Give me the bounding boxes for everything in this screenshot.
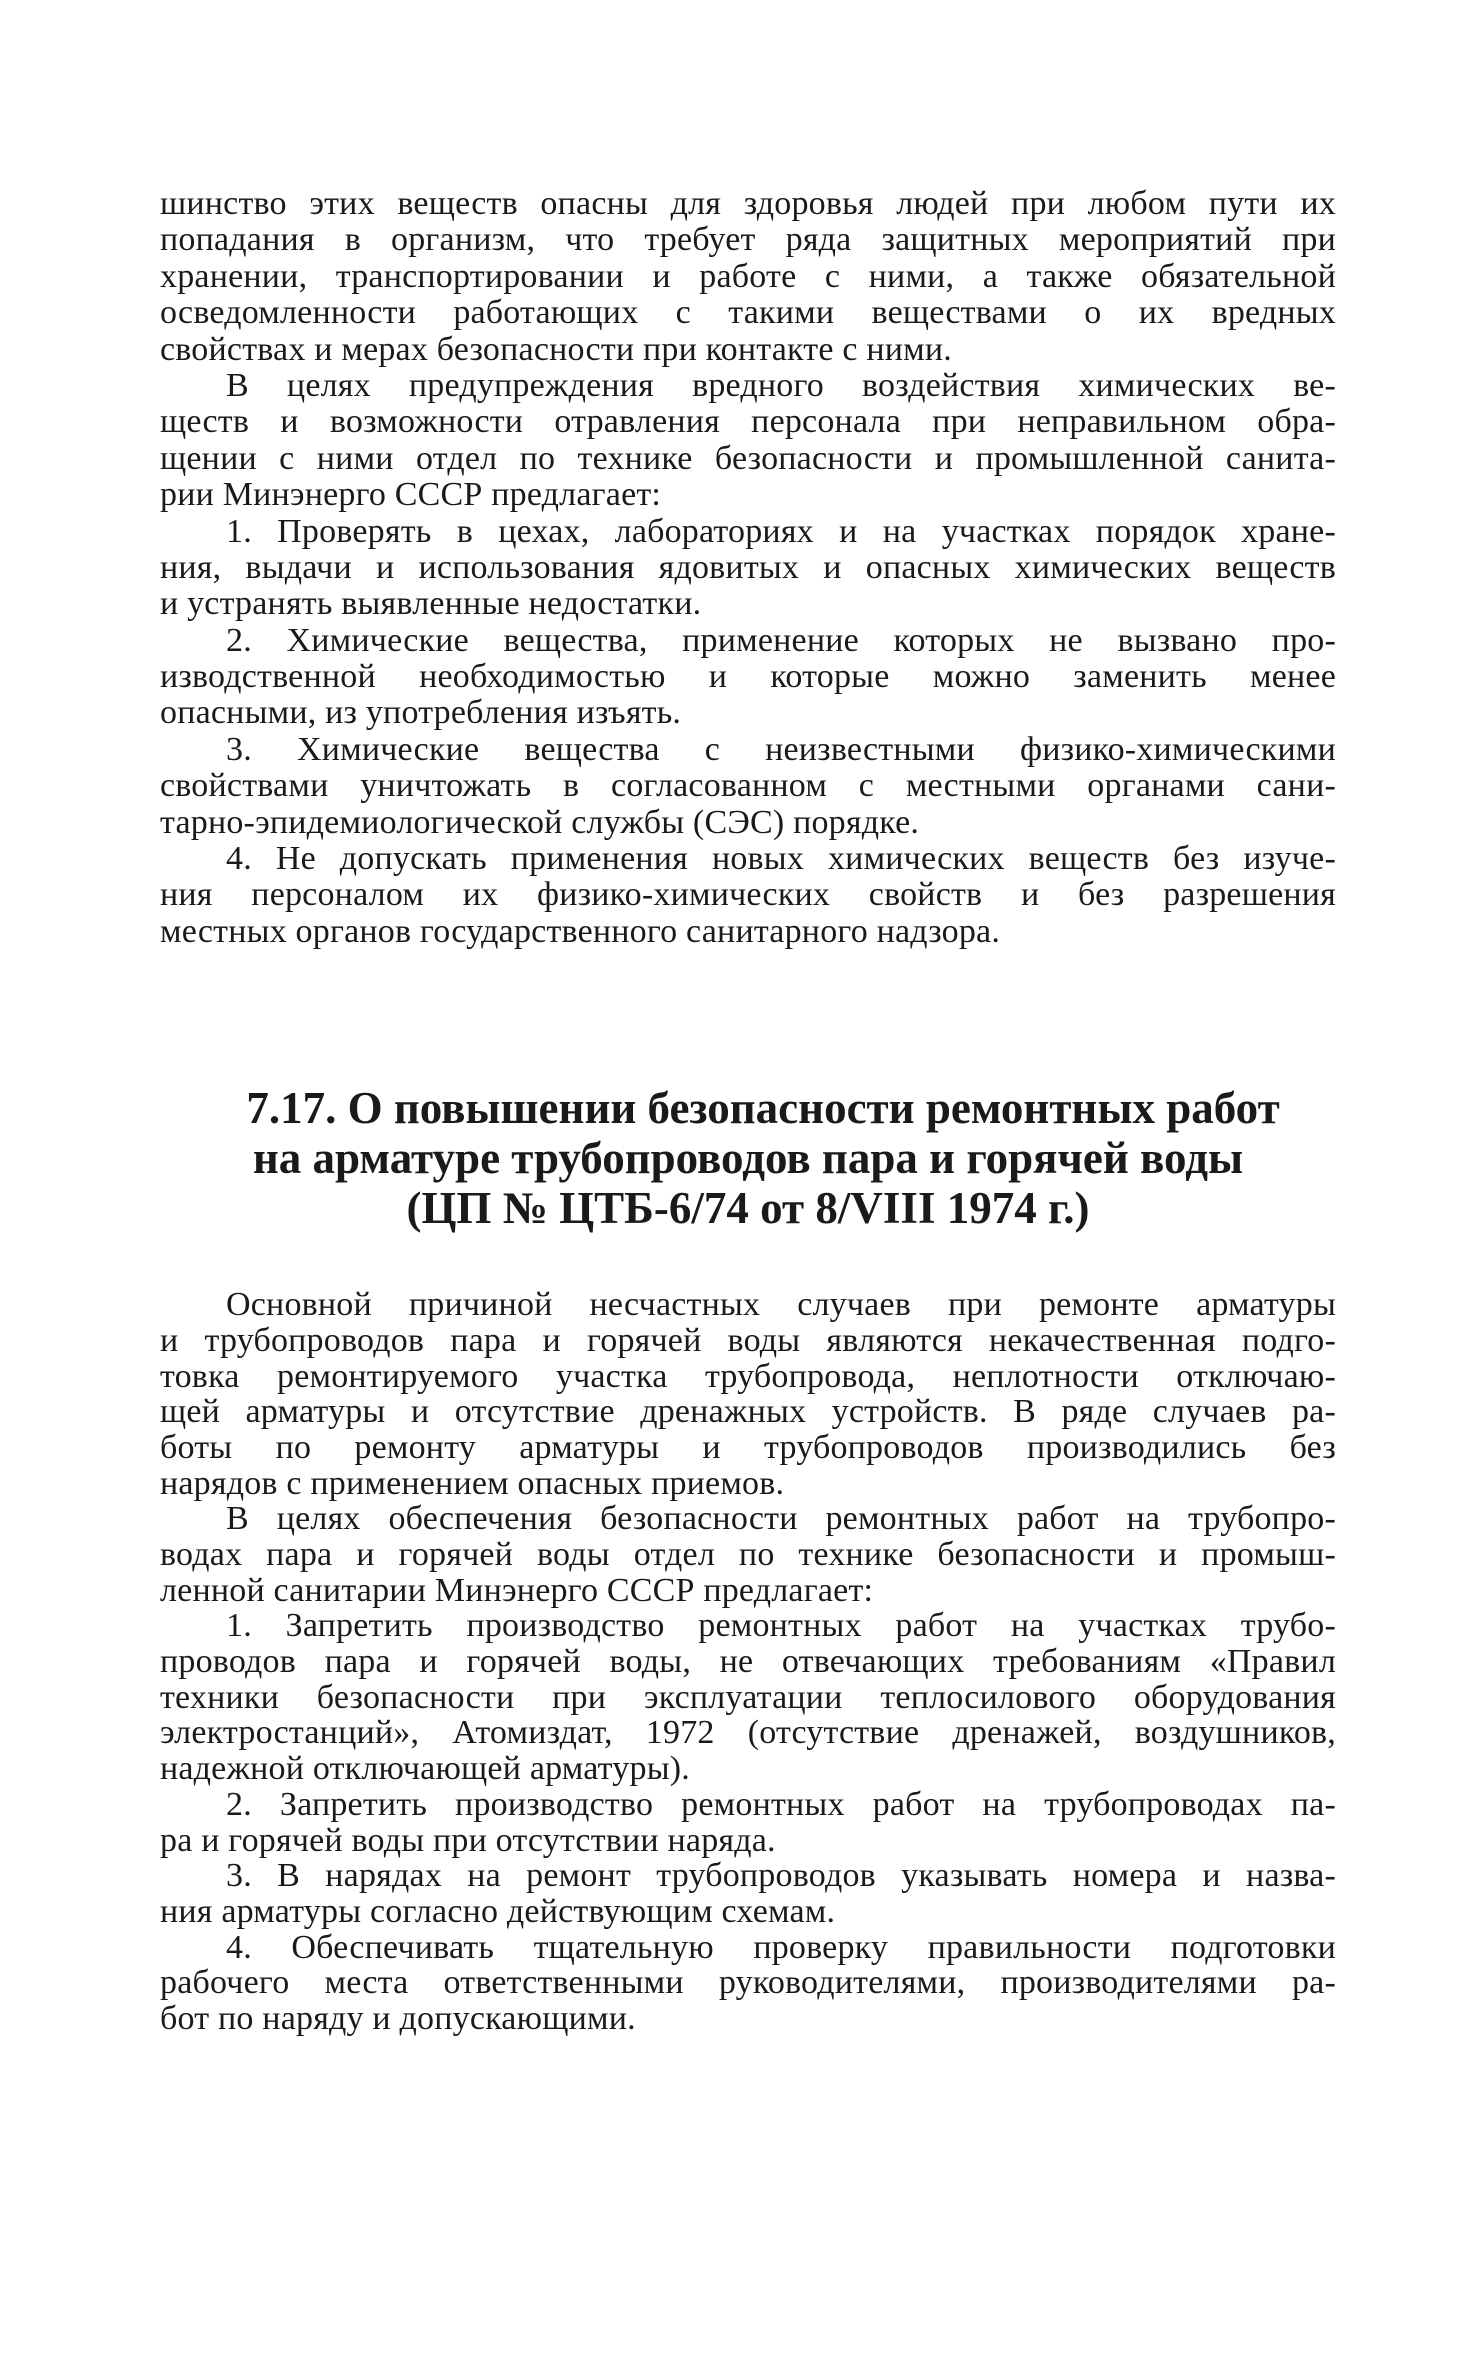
text-line: 1. Проверять в цехах, лабораториях и на участках порядок хране- bbox=[226, 512, 1336, 550]
text-line: тарно-эпидемиологической службы (СЭС) порядке. bbox=[160, 803, 920, 841]
text-line: надежной отключающей арматуры). bbox=[160, 1750, 690, 1788]
text-line: В целях обеспечения безопасности ремонтных работ на трубопро- bbox=[226, 1500, 1336, 1538]
text-line: и устранять выявленные недостатки. bbox=[160, 585, 702, 623]
text-line: ния персоналом их физико-химических свойств и без разрешения bbox=[160, 876, 1336, 914]
text-line: щей арматуры и отсутствие дренажных устройств. В ряде случаев ра- bbox=[160, 1393, 1336, 1431]
text-line: опасными, из употребления изъять. bbox=[160, 694, 682, 732]
text-line: 2. Химические вещества, применение которых не вызвано про- bbox=[226, 621, 1336, 659]
section-heading bbox=[160, 1083, 1336, 1233]
text-line: ленной санитарии Минэнерго СССР предлагает: bbox=[160, 1571, 874, 1609]
text-line: ществ и возможности отравления персонала при неправильном обра- bbox=[160, 403, 1336, 441]
text-line: рии Минэнерго СССР предлагает: bbox=[160, 476, 662, 514]
text-line: нарядов с применением опасных приемов. bbox=[160, 1464, 785, 1502]
text-line: шинство этих веществ опасны для здоровья людей при любом пути их bbox=[160, 185, 1336, 222]
text-line: свойствами уничтожать в согласованном с местными органами сани- bbox=[160, 767, 1336, 805]
text-line: попадания в организм, что требует ряда защитных мероприятий при bbox=[160, 221, 1336, 259]
text-line: Основной причиной несчастных случаев при ремонте арматуры bbox=[226, 1286, 1336, 1324]
text-line: техники безопасности при эксплуатации теплосилового оборудования bbox=[160, 1678, 1336, 1716]
text-line: проводов пара и горячей воды, не отвечающих требованиям «Правил bbox=[160, 1643, 1336, 1681]
text-line: 3. Химические вещества с неизвестными физико-химическими bbox=[226, 730, 1336, 768]
text-line: свойствах и мерах безопасности при контакте с ними. bbox=[160, 330, 952, 368]
text-line: и трубопроводов пара и горячей воды являются некачественная подго- bbox=[160, 1321, 1336, 1359]
section-heading-line-2: на арматуре трубопроводов пара и горячей воды bbox=[252, 1133, 1244, 1184]
text-line: 3. В нарядах на ремонт трубопроводов указывать номера и назва- bbox=[226, 1857, 1336, 1895]
preceding-section-text bbox=[160, 186, 1336, 950]
text-line: ния, выдачи и использования ядовитых и опасных химических веществ bbox=[160, 548, 1336, 586]
text-line: В целях предупреждения вредного воздействия химических ве- bbox=[226, 366, 1336, 404]
text-line: водах пара и горячей воды отдел по технике безопасности и промыш- bbox=[160, 1536, 1336, 1574]
text-line: электростанций», Атомиздат, 1972 (отсутствие дренажей, воздушников, bbox=[160, 1714, 1336, 1752]
text-line: местных органов государственного санитарного надзора. bbox=[160, 912, 1001, 950]
text-line: 1. Запретить производство ремонтных работ на участках трубо- bbox=[226, 1607, 1336, 1645]
text-line: рабочего места ответственными руководителями, производителями ра- bbox=[160, 1964, 1336, 2002]
section-heading-line-3: (ЦП № ЦТБ-6/74 от 8/VIII 1974 г.) bbox=[406, 1183, 1090, 1234]
document-page bbox=[160, 186, 1336, 2037]
text-line: 4. Не допускать применения новых химических веществ без изуче- bbox=[226, 840, 1336, 878]
text-line: 4. Обеспечивать тщательную проверку правильности подготовки bbox=[226, 1928, 1336, 1966]
text-line: ра и горячей воды при отсутствии наряда. bbox=[160, 1821, 776, 1859]
text-line: 2. Запретить производство ремонтных работ на трубопроводах па- bbox=[226, 1785, 1336, 1823]
text-line: боты по ремонту арматуры и трубопроводов производились без bbox=[160, 1428, 1336, 1466]
section-heading-line-1: 7.17. О повышении безопасности ремонтных работ bbox=[246, 1083, 1280, 1134]
text-line: ния арматуры согласно действующим схемам. bbox=[160, 1892, 836, 1930]
text-line: хранении, транспортировании и работе с ними, а также обязательной bbox=[160, 257, 1336, 295]
text-line: бот по наряду и допускающими. bbox=[160, 1999, 636, 2037]
text-line: товка ремонтируемого участка трубопровода, неплотности отключаю- bbox=[160, 1357, 1336, 1395]
text-line: осведомленности работающих с такими веществами о их вредных bbox=[160, 294, 1336, 332]
section-body-text bbox=[160, 1287, 1336, 2036]
text-line: щении с ними отдел по технике безопасности и промышленной санита- bbox=[160, 439, 1336, 477]
text-line: изводственной необходимостью и которые можно заменить менее bbox=[160, 658, 1336, 696]
